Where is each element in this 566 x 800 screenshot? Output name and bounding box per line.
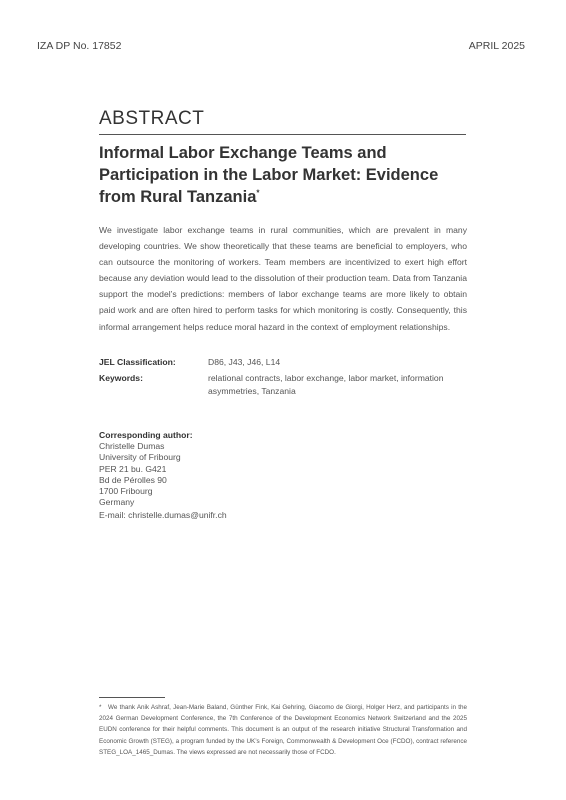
footnote-text: We thank Anik Ashraf, Jean-Marie Baland, Günther Fink, Kai Gehring, Giacomo de Giorgi, Holger Herz, and participants in the 2024 German Development Conference, the 7th Conference of the Development Economics Network Switzerland and the 2025 EUDN conference for their helpful comments. This document is an output of the research initiative Structural Transformation and Economic Growth (STEG), a program funded by the UK’s Foreign, Commonwealth & Development Oce (FCDO), contract reference STEG_LOA_1465_Dumas. The views expressed are not necessarily those of FCDO. <box>99 704 468 756</box>
paper-series-number: IZA DP No. 17852 <box>37 40 122 52</box>
corresponding-author-label: Corresponding author: <box>99 430 193 440</box>
author-address-line: PER 21 bu. G421 <box>99 463 167 474</box>
author-address-line: 1700 Fribourg <box>99 486 153 497</box>
heading-divider <box>99 134 466 135</box>
keywords-label: Keywords: <box>99 373 143 383</box>
keywords-row <box>99 372 469 400</box>
paper-date: APRIL 2025 <box>468 40 525 52</box>
footnote-divider <box>99 697 165 698</box>
author-institution: University of Fribourg <box>99 452 181 463</box>
paper-title <box>99 142 469 208</box>
keywords-value: relational contracts, labor exchange, labor market, information asymmetries, Tanzania <box>208 373 444 396</box>
section-heading: ABSTRACT <box>99 108 205 129</box>
jel-value: D86, J43, J46, L14 <box>208 357 281 367</box>
author-email: E-mail: christelle.dumas@unifr.ch <box>99 510 227 521</box>
paper-title-text: Informal Labor Exchange Teams and Participation in the Labor Market: Evidence from Rural Tanzania <box>99 144 439 206</box>
author-country: Germany <box>99 497 135 508</box>
author-address-line: Bd de Pérolles 90 <box>99 474 167 485</box>
jel-label: JEL Classification: <box>99 357 176 367</box>
footnote <box>99 702 467 758</box>
abstract-text: We investigate labor exchange teams in rural communities, which are prevalent in many developing countries. We show theoretically that these teams are beneficial to employers, who can outsource the monitoring of workers. Team members are incentivized to exert high effort because any deviation would lead to the dissolution of their production team. Data from Tanzania support the model’s predictions: members of labor exchange teams are more likely to obtain paid work and are often hired to perform tasks for which monitoring is costly. Consequently, this informal arrangement helps reduce moral hazard in the context of employment relationships. <box>99 225 467 332</box>
author-name: Christelle Dumas <box>99 441 165 452</box>
footnote-marker: * <box>99 704 102 711</box>
title-footnote-marker: * <box>256 188 260 198</box>
corresponding-author-block <box>99 430 349 522</box>
jel-row <box>99 356 469 369</box>
